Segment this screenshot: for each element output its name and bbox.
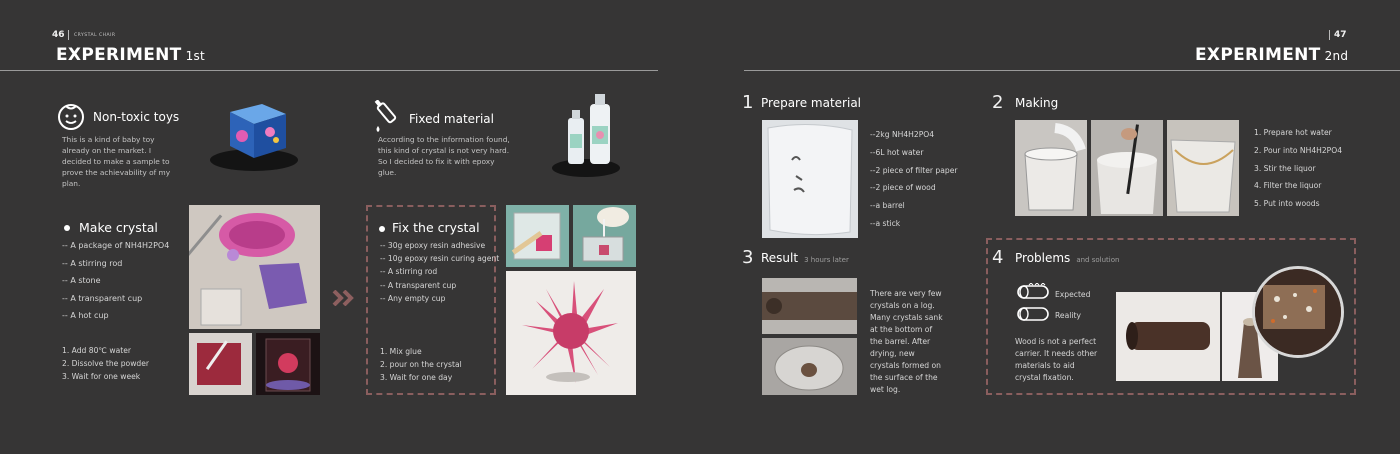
step-number: 3 <box>742 247 754 268</box>
step-number: 1 <box>742 92 754 113</box>
log-expected-icon <box>1015 283 1051 305</box>
problems-title: Problems <box>1015 251 1071 265</box>
mold-photo <box>506 205 569 267</box>
glue-bottles-image <box>548 88 622 184</box>
fix-crystal-bullet <box>379 226 385 232</box>
list-item: 2. Dissolve the powder <box>62 359 150 368</box>
list-item: 1. Prepare hot water <box>1254 128 1332 137</box>
title-ordinal: 1st <box>185 49 206 63</box>
list-item: --2 piece of filter paper <box>870 165 958 175</box>
stir-photo <box>1091 120 1163 216</box>
double-chevron-right-icon <box>332 290 356 310</box>
list-item: -- 10g epoxy resin curing agent <box>380 254 500 264</box>
list-item: 1. Mix glue <box>380 347 422 356</box>
problems-body: Wood is not a perfect carrier. It needs other materials to aid crystal fixation. <box>1015 337 1098 382</box>
powder-bag-photo <box>762 120 858 238</box>
log-reality-icon <box>1015 305 1051 327</box>
page-title <box>56 45 205 65</box>
list-item: -- Any empty cup <box>380 293 446 303</box>
step-number: 2 <box>992 92 1004 113</box>
list-item: --a barrel <box>870 201 905 211</box>
result-heading <box>761 251 849 265</box>
list-item: 2. Pour into NH4H2PO4 <box>1254 145 1343 155</box>
prepare-heading: Prepare material <box>761 96 862 110</box>
list-item: 5. Put into woods <box>1254 199 1320 209</box>
nontoxic-heading: Non-toxic toys <box>93 110 180 124</box>
barrel-bottom-photo <box>762 338 857 395</box>
growing-crystal-photo <box>256 333 320 395</box>
list-item: -- A package of NH4H2PO4 <box>62 241 170 250</box>
title-rule <box>0 70 658 71</box>
list-item: 3. Wait for one week <box>62 372 141 381</box>
make-crystal-materials <box>62 237 169 325</box>
toy-box-image <box>206 94 306 178</box>
result-body: There are very few crystals on a log. Many crystals sank at the bottom of the barrel. After drying, new crystals formed on the surface of the wet log. <box>870 289 943 394</box>
nontoxic-body: This is a kind of baby toy already on the market. I decided to make a sample to prove the achievability of my plan. <box>62 135 171 188</box>
expected-label: Expected <box>1055 290 1091 299</box>
hot-water-photo <box>1015 120 1087 216</box>
make-crystal-bullet <box>64 225 70 231</box>
filter-photo <box>1167 120 1239 216</box>
list-item: -- A stone <box>62 276 101 285</box>
baby-face-icon <box>56 102 86 136</box>
page-divider <box>1329 30 1330 40</box>
reality-label: Reality <box>1055 311 1081 320</box>
page-divider <box>68 30 69 40</box>
dissolve-photo <box>189 333 252 395</box>
list-item: 3. Stir the liquor <box>1254 163 1316 173</box>
making-steps <box>1254 124 1342 213</box>
crystal-setup-photo <box>189 205 320 329</box>
list-item: --6L hot water <box>870 147 924 157</box>
crystal-closeup-photo <box>1252 266 1344 358</box>
page-title <box>1195 45 1348 65</box>
list-item: -- A transparent cup <box>62 293 143 303</box>
fixed-heading: Fixed material <box>409 112 494 126</box>
step-number: 4 <box>992 247 1004 268</box>
prepare-items <box>870 126 958 233</box>
page-number: 47 <box>1334 30 1347 40</box>
pour-glue-photo <box>573 205 636 267</box>
fix-crystal-materials <box>380 239 499 305</box>
list-item: -- A hot cup <box>62 311 109 320</box>
title-ordinal: 2nd <box>1324 49 1349 63</box>
problems-heading <box>1015 251 1119 265</box>
page-number: 46 <box>52 30 65 40</box>
list-item: 1. Add 80℃ water <box>62 346 132 355</box>
list-item: -- A stirring rod <box>62 258 123 268</box>
problems-subheading: and solution <box>1076 256 1120 264</box>
list-item: --2 piece of wood <box>870 183 936 193</box>
list-item: 2. pour on the crystal <box>380 360 462 369</box>
fix-crystal-heading: Fix the crystal <box>392 220 480 235</box>
list-item: 3. Wait for one day <box>380 373 453 382</box>
title-text: EXPERIMENT <box>1195 45 1321 65</box>
wet-log-photo <box>1116 292 1220 381</box>
make-crystal-steps <box>62 344 149 383</box>
making-heading: Making <box>1015 96 1059 110</box>
list-item: --2kg NH4H2PO4 <box>870 130 935 139</box>
list-item: 4. Filter the liquor <box>1254 181 1322 191</box>
result-title: Result <box>761 251 799 265</box>
running-head: CRYSTAL CHAIR <box>74 33 116 38</box>
title-text: EXPERIMENT <box>56 45 182 65</box>
log-crystals-photo <box>762 278 857 334</box>
list-item: -- 30g epoxy resin adhesive <box>380 241 486 250</box>
title-rule <box>744 70 1400 71</box>
list-item: -- A stirring rod <box>380 267 438 277</box>
make-crystal-heading: Make crystal <box>79 220 158 235</box>
fixed-body: According to the information found, this kind of crystal is not very hard. So I decided to fix it with epoxy glue. <box>378 135 510 177</box>
result-subheading: 3 hours later <box>804 256 849 264</box>
list-item: -- A transparent cup <box>380 280 457 290</box>
fix-crystal-steps <box>380 345 462 384</box>
list-item: --a stick <box>870 218 901 228</box>
glue-tube-icon <box>372 100 402 138</box>
pink-crystal-photo <box>506 271 636 395</box>
